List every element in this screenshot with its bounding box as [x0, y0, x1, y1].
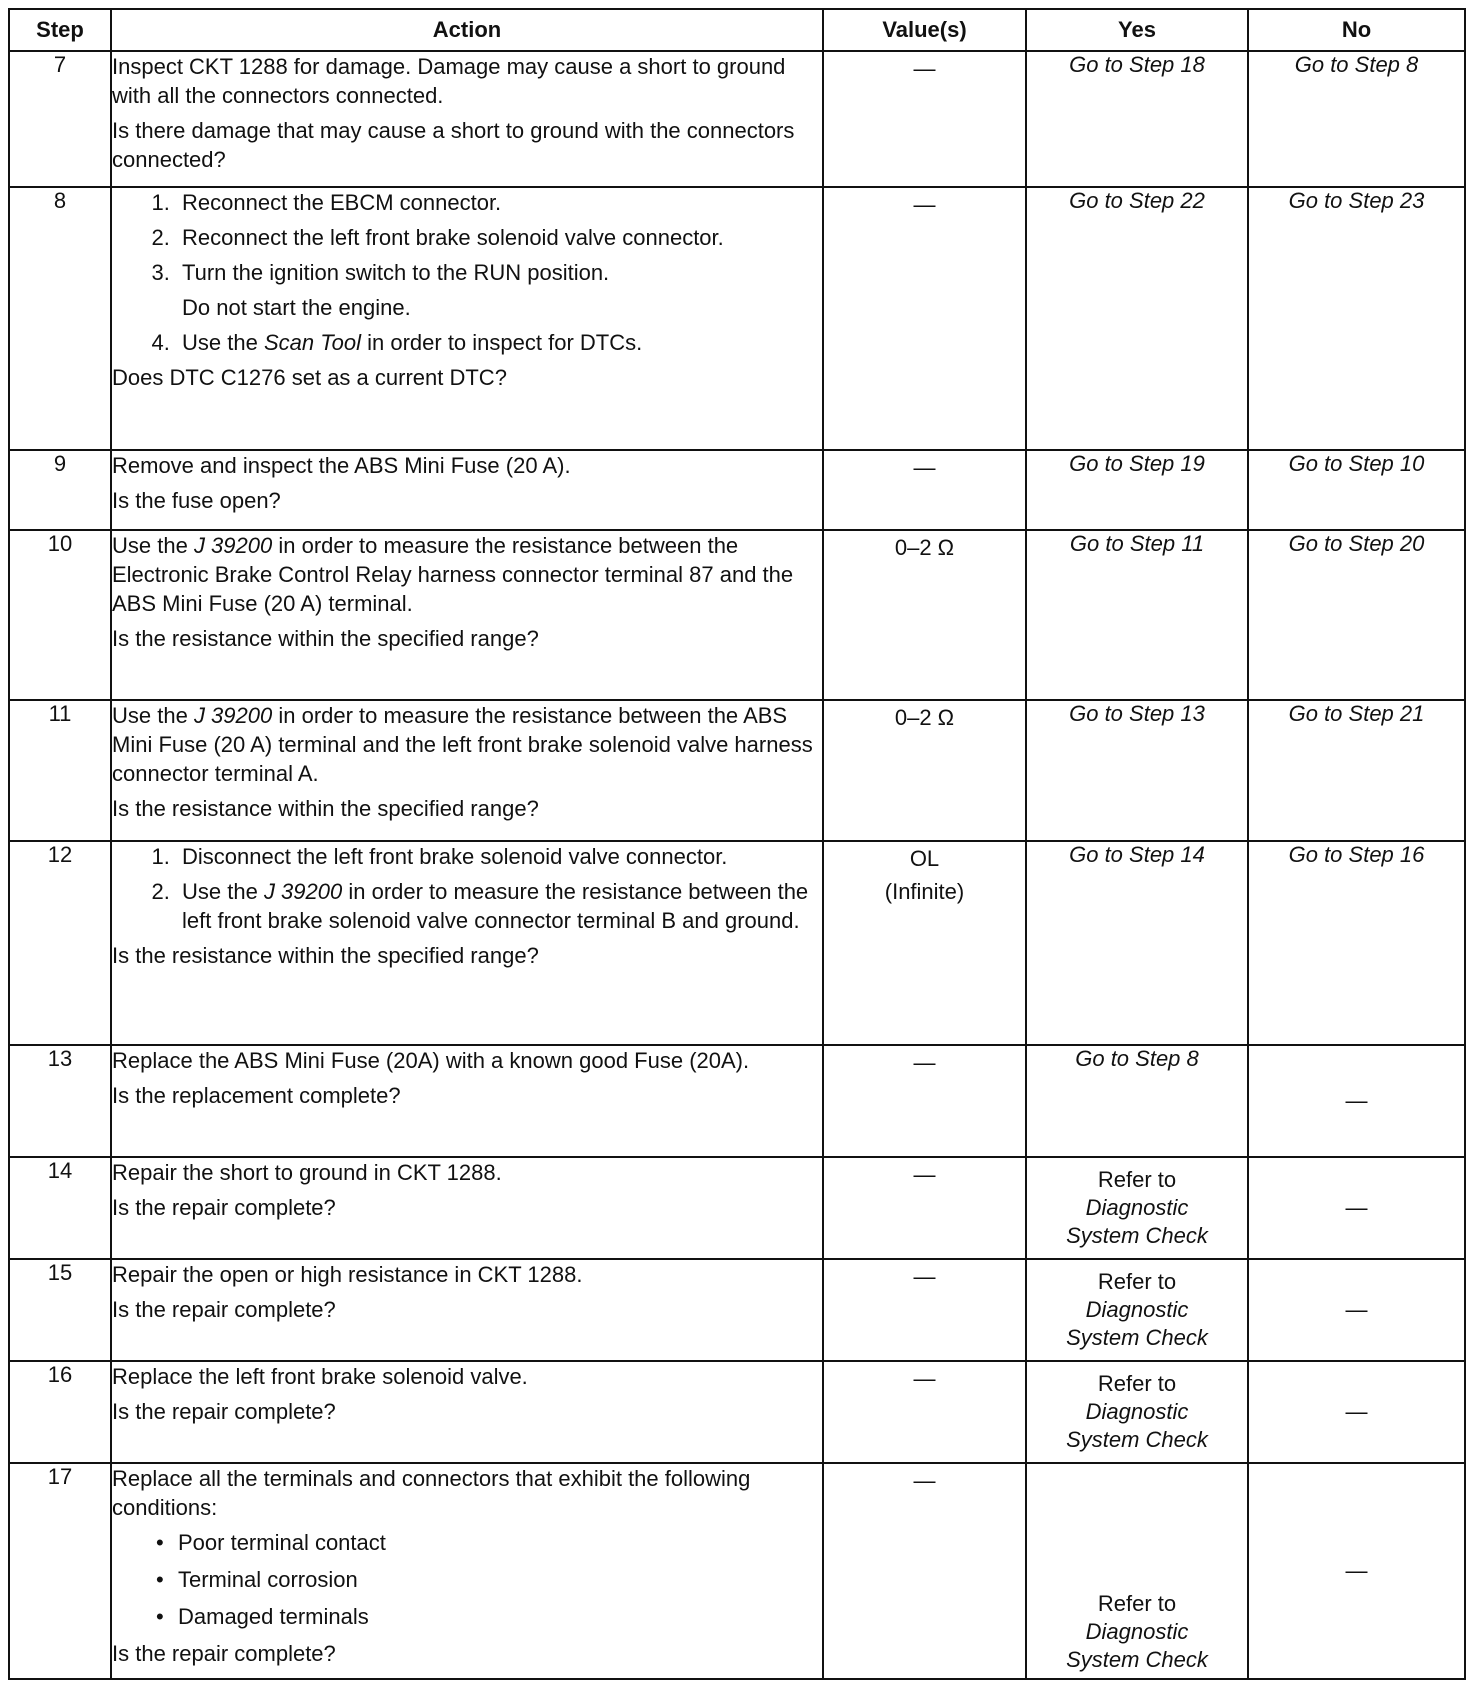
action-question: Is the resistance within the specified range? [112, 943, 539, 969]
no-cell: Go to Step 20 [1248, 530, 1465, 700]
no-cell: — [1248, 1463, 1465, 1679]
step-number: 13 [9, 1045, 111, 1157]
header-step: Step [9, 9, 111, 51]
step-number: 12 [9, 841, 111, 1045]
table-row [9, 700, 1465, 841]
list-item: • Terminal corrosion [178, 1565, 822, 1594]
action-cell [111, 450, 823, 530]
action-step: 1. Disconnect the left front brake solenoid valve connector. [176, 842, 822, 871]
action-text [112, 531, 822, 618]
no-cell: — [1248, 1361, 1465, 1463]
action-cell [111, 700, 823, 841]
action-cell [111, 51, 823, 187]
tool-name: J 39200 [193, 703, 273, 728]
action-text [112, 701, 822, 788]
no-cell: Go to Step 23 [1248, 187, 1465, 450]
value-cell: — [823, 450, 1026, 530]
header-no: No [1248, 9, 1465, 51]
table-row [9, 51, 1465, 187]
action-question: Is the resistance within the specified range? [112, 626, 539, 652]
step-number: 8 [9, 187, 111, 450]
yes-cell [1026, 1463, 1248, 1679]
action-cell [111, 1157, 823, 1259]
action-cell [111, 1259, 823, 1361]
action-question: Is the repair complete? [112, 1399, 336, 1425]
action-question: Does DTC C1276 set as a current DTC? [112, 365, 507, 391]
yes-cell [1026, 1361, 1248, 1463]
action-cell [111, 841, 823, 1045]
table-row [9, 841, 1465, 1045]
step-number: 11 [9, 700, 111, 841]
action-text: Repair the open or high resistance in CKT 1288. [112, 1262, 583, 1287]
refer-target: System Check [1066, 1427, 1208, 1453]
refer-text: Refer to [1097, 1166, 1177, 1192]
action-question: Is there damage that may cause a short to ground with the connectors connected? [112, 118, 795, 173]
header-values: Value(s) [823, 9, 1026, 51]
refer-target: System Check [1066, 1223, 1208, 1249]
action-cell [111, 187, 823, 450]
action-step-text: Use the [182, 879, 264, 905]
table-row [9, 1463, 1465, 1679]
refer-target: Diagnostic [1085, 1618, 1189, 1644]
value-cell: — [823, 1259, 1026, 1361]
table-row [9, 1157, 1465, 1259]
tool-name: J 39200 [193, 533, 273, 558]
header-row [9, 9, 1465, 51]
tool-name: J 39200 [263, 879, 343, 905]
no-cell: — [1248, 1045, 1465, 1157]
value-cell: — [823, 1157, 1026, 1259]
header-action: Action [111, 9, 823, 51]
condition-list [112, 1528, 822, 1631]
step-number: 15 [9, 1259, 111, 1361]
value-cell: 0–2 Ω [823, 700, 1026, 841]
action-cell [111, 530, 823, 700]
action-step-text: in order to inspect for DTCs. [361, 330, 643, 356]
no-cell: Go to Step 21 [1248, 700, 1465, 841]
no-cell: — [1248, 1259, 1465, 1361]
value-cell: — [823, 1045, 1026, 1157]
action-text: Inspect CKT 1288 for damage. Damage may cause a short to ground with all the connectors connected. [112, 54, 786, 109]
step-number: 17 [9, 1463, 111, 1679]
action-text-part: in order to measure the resistance between the Electronic Brake Control Relay harness connector terminal 87 and the ABS Mini Fuse (20 A) terminal. [112, 533, 794, 617]
step-number: 10 [9, 530, 111, 700]
yes-cell: Go to Step 13 [1026, 700, 1248, 841]
refer-target: Diagnostic [1085, 1194, 1189, 1220]
action-cell [111, 1361, 823, 1463]
table-row [9, 530, 1465, 700]
table-row [9, 1259, 1465, 1361]
refer-text: Refer to [1097, 1590, 1177, 1616]
yes-cell: Go to Step 11 [1026, 530, 1248, 700]
yes-cell: Go to Step 14 [1026, 841, 1248, 1045]
action-question: Is the repair complete? [112, 1297, 336, 1323]
value-cell: — [823, 1361, 1026, 1463]
table-row [9, 187, 1465, 450]
no-cell: — [1248, 1157, 1465, 1259]
refer-target: System Check [1066, 1325, 1208, 1351]
value-cell: — [823, 51, 1026, 187]
action-text-part: Use the [112, 533, 194, 558]
action-question: Is the repair complete? [112, 1641, 336, 1667]
action-step-text: Turn the ignition switch to the RUN position. [182, 260, 610, 286]
table-row [9, 450, 1465, 530]
refer-target: System Check [1066, 1646, 1208, 1672]
action-question: Is the resistance within the specified range? [112, 796, 539, 822]
action-question: Is the replacement complete? [112, 1083, 401, 1109]
action-text: Repair the short to ground in CKT 1288. [112, 1160, 502, 1185]
no-cell: Go to Step 10 [1248, 450, 1465, 530]
refer-target: Diagnostic [1085, 1296, 1189, 1322]
action-text-part: Use the [112, 703, 194, 728]
list-item: • Damaged terminals [178, 1602, 822, 1631]
value-line: (Infinite) [884, 879, 965, 904]
action-text: Remove and inspect the ABS Mini Fuse (20 A). [112, 453, 571, 478]
yes-cell [1026, 1259, 1248, 1361]
action-cell [111, 1045, 823, 1157]
step-number: 14 [9, 1157, 111, 1259]
action-text: Replace the left front brake solenoid valve. [112, 1364, 528, 1389]
yes-cell [1026, 1157, 1248, 1259]
action-steps [112, 188, 822, 357]
diagnostic-table [8, 8, 1466, 1680]
action-step [176, 877, 822, 935]
refer-text: Refer to [1097, 1370, 1177, 1396]
action-text: Replace all the terminals and connectors that exhibit the following conditions: [112, 1466, 751, 1521]
yes-cell: Go to Step 22 [1026, 187, 1248, 450]
refer-target: Diagnostic [1085, 1398, 1189, 1424]
value-cell: — [823, 187, 1026, 450]
table-row [9, 1045, 1465, 1157]
tool-name: Scan Tool [263, 330, 361, 356]
action-step: 1. Reconnect the EBCM connector. [176, 188, 822, 217]
step-number: 16 [9, 1361, 111, 1463]
yes-cell: Go to Step 8 [1026, 1045, 1248, 1157]
value-cell: — [823, 1463, 1026, 1679]
action-step [176, 258, 822, 322]
action-question: Is the fuse open? [112, 488, 281, 514]
step-number: 7 [9, 51, 111, 187]
action-step-text: Use the [182, 330, 258, 356]
action-step-text: in order to measure the resistance between the left front brake solenoid valve connector terminal B and ground. [182, 879, 809, 934]
step-number: 9 [9, 450, 111, 530]
table-row [9, 1361, 1465, 1463]
yes-cell: Go to Step 18 [1026, 51, 1248, 187]
value-cell [823, 841, 1026, 1045]
action-text-part: in order to measure the resistance between the ABS Mini Fuse (20 A) terminal and the left front brake solenoid valve harness connector terminal A. [112, 703, 813, 787]
action-step: 2. Reconnect the left front brake solenoid valve connector. [176, 223, 822, 252]
no-cell: Go to Step 16 [1248, 841, 1465, 1045]
action-step-note: Do not start the engine. [182, 295, 411, 321]
yes-cell: Go to Step 19 [1026, 450, 1248, 530]
refer-text: Refer to [1097, 1268, 1177, 1294]
action-steps [112, 842, 822, 935]
no-cell: Go to Step 8 [1248, 51, 1465, 187]
value-line: OL [909, 846, 940, 871]
action-text: Replace the ABS Mini Fuse (20A) with a known good Fuse (20A). [112, 1048, 750, 1073]
action-cell [111, 1463, 823, 1679]
header-yes: Yes [1026, 9, 1248, 51]
value-cell: 0–2 Ω [823, 530, 1026, 700]
list-item: • Poor terminal contact [178, 1528, 822, 1557]
action-question: Is the repair complete? [112, 1195, 336, 1221]
action-step [176, 328, 822, 357]
